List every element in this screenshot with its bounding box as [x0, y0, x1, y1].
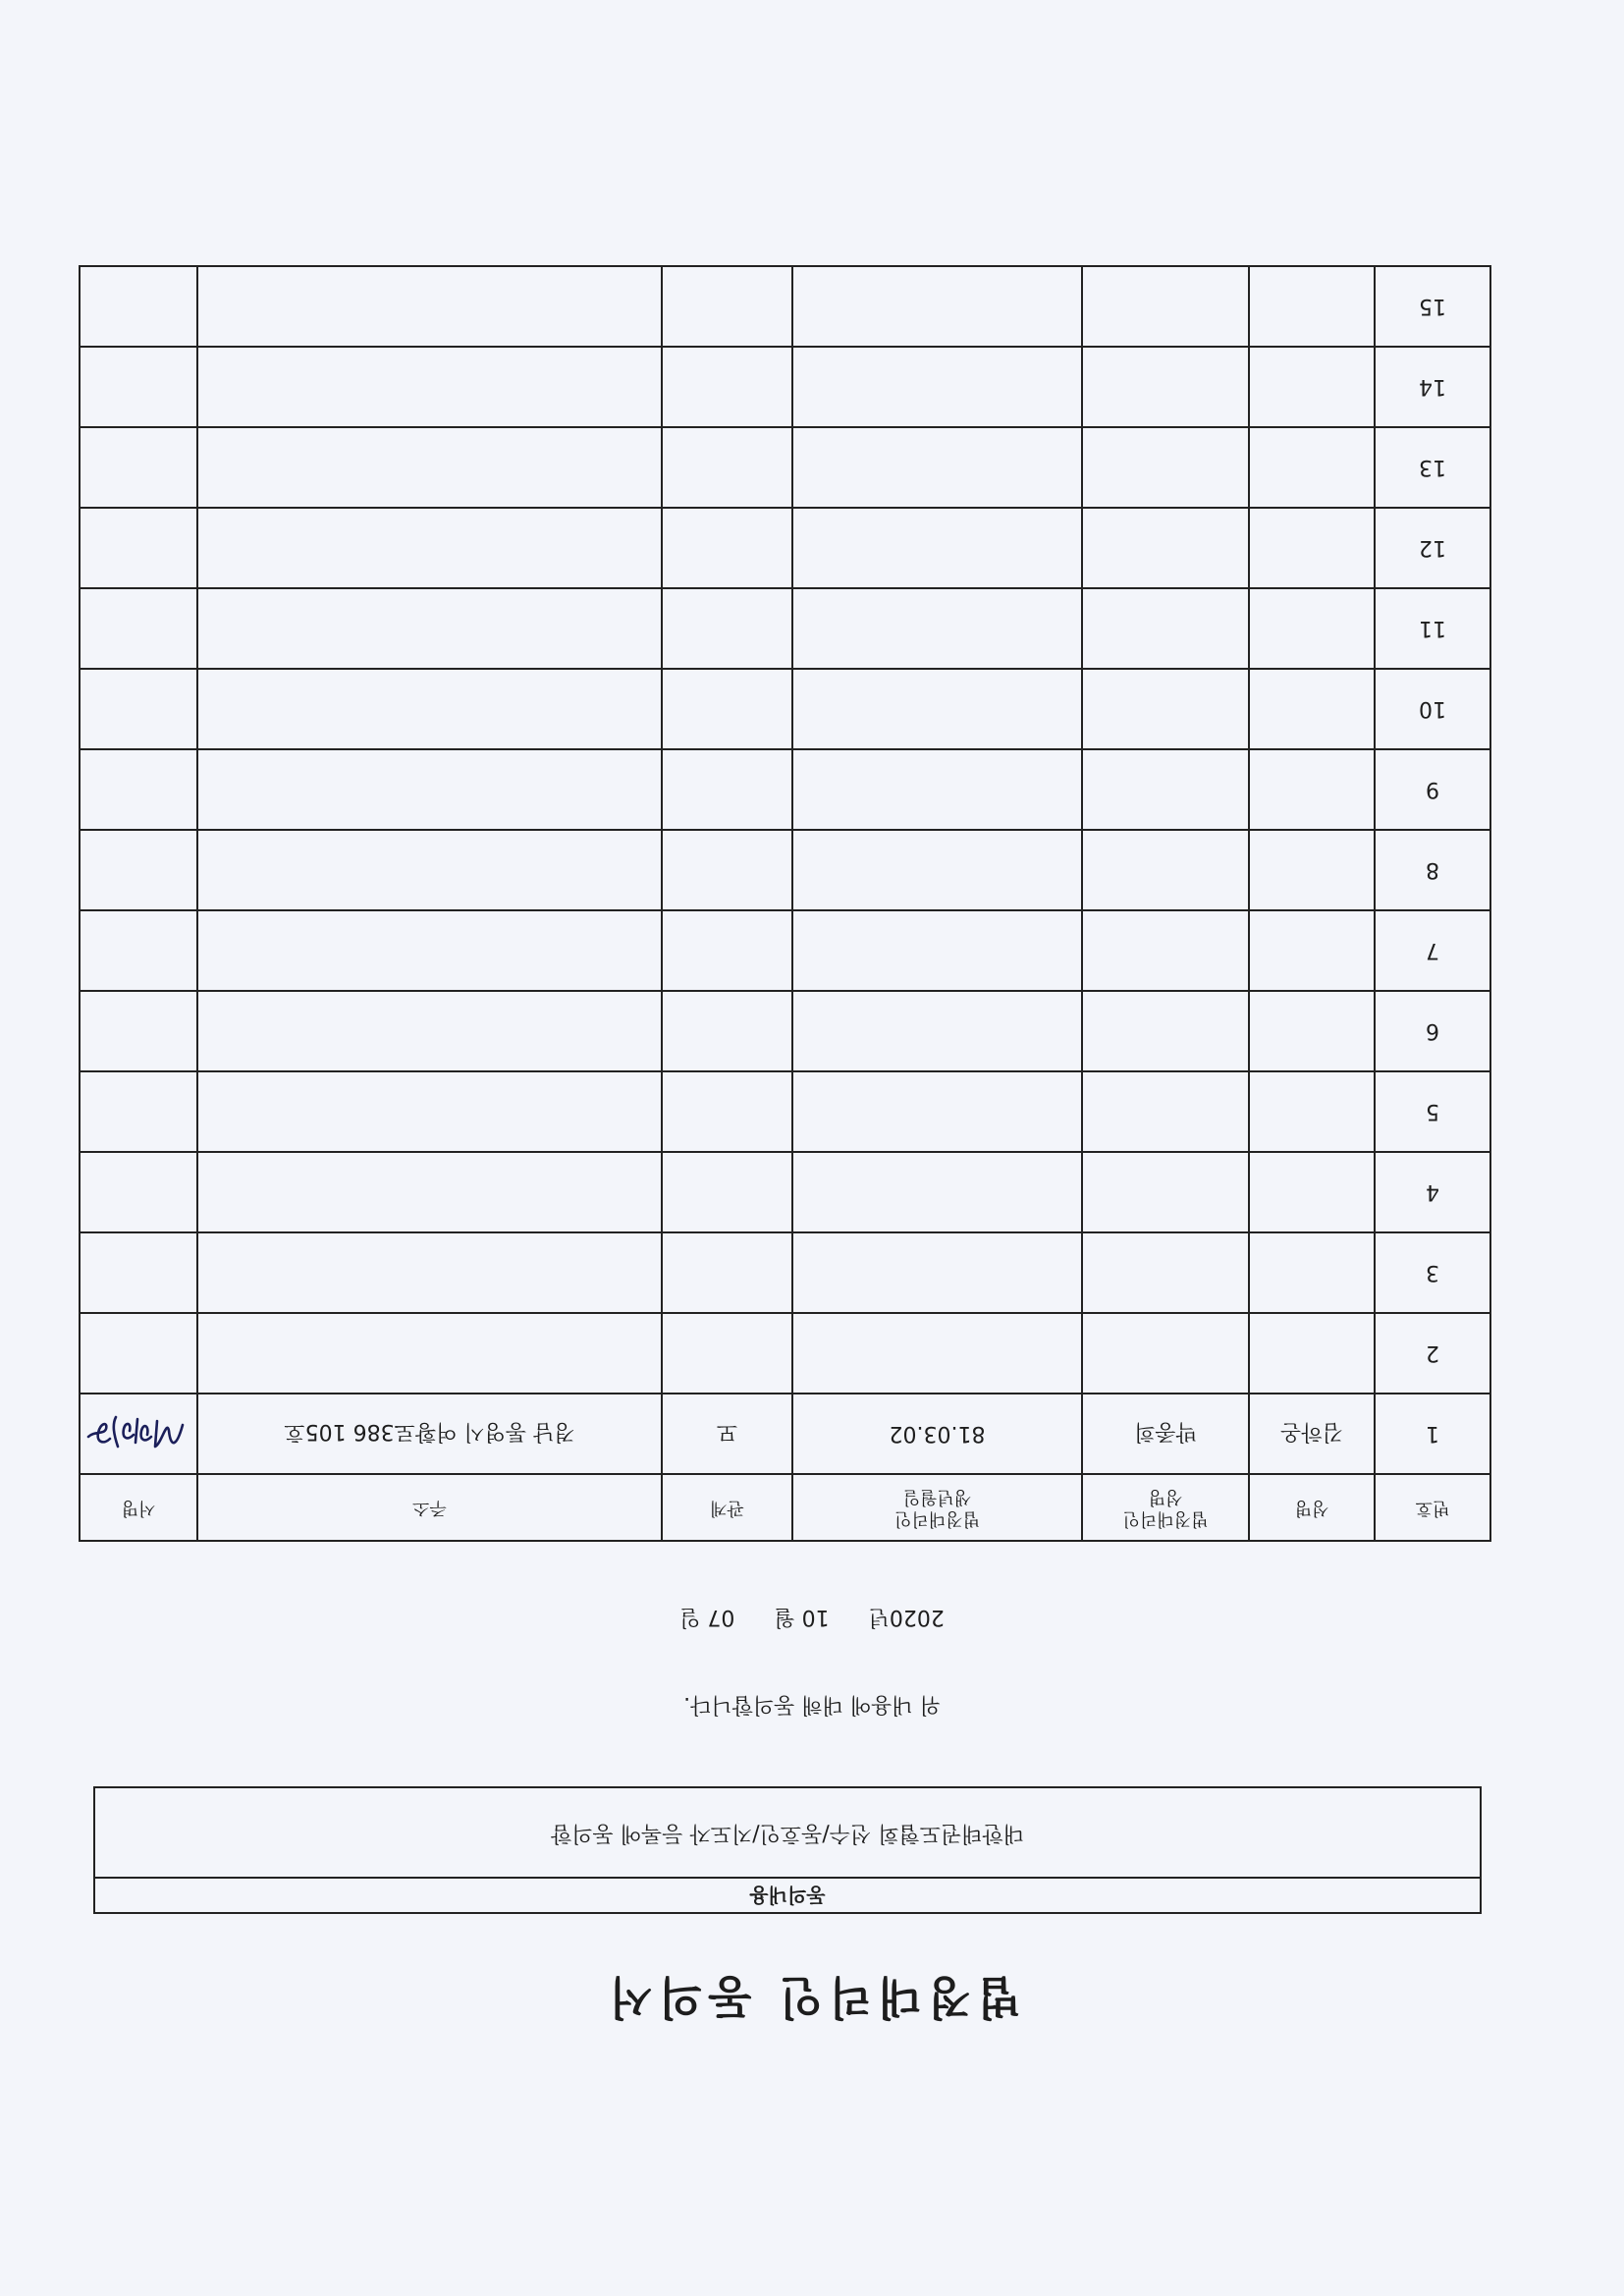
cell-guardian-dob: 81.03.02: [792, 1394, 1082, 1474]
cell-address: [197, 669, 662, 749]
cell-guardian-dob: [792, 991, 1082, 1071]
cell-address: [197, 910, 662, 991]
table-row: [80, 830, 1490, 910]
handwritten-signature: [81, 1409, 190, 1464]
cell-guardian-dob: [792, 508, 1082, 588]
consent-body: 대한태권도협회 선수/동호인/지도자 등록에 동의함: [550, 1821, 1025, 1845]
cell-no: 1: [1375, 1394, 1490, 1474]
cell-no: 13: [1375, 427, 1490, 508]
cell-guardian-dob: [792, 1313, 1082, 1394]
cell-guardian-name: [1082, 669, 1249, 749]
cell-guardian-name: [1082, 991, 1249, 1071]
cell-address: [197, 749, 662, 830]
cell-guardian-name: [1082, 830, 1249, 910]
cell-sign: [80, 1152, 197, 1232]
cell-name: [1249, 1313, 1375, 1394]
cell-name: 김하온: [1249, 1394, 1375, 1474]
cell-no: 8: [1375, 830, 1490, 910]
cell-name: [1249, 427, 1375, 508]
cell-sign: [80, 1394, 197, 1474]
cell-no: 2: [1375, 1313, 1490, 1394]
table-row: [80, 266, 1490, 347]
cell-address: [197, 1071, 662, 1152]
cell-guardian-dob: [792, 1152, 1082, 1232]
cell-relation: [662, 347, 792, 427]
document-title: 법정대리인 동의서: [603, 1971, 1021, 2024]
cell-no: 5: [1375, 1071, 1490, 1152]
cell-name: [1249, 749, 1375, 830]
cell-address: [197, 1232, 662, 1313]
cell-guardian-name: [1082, 1071, 1249, 1152]
table-row: [80, 1394, 1490, 1474]
cell-guardian-dob: [792, 427, 1082, 508]
table-row: [80, 347, 1490, 427]
header-guardian-dob: 법정대리인 생년월일: [792, 1474, 1082, 1541]
cell-guardian-name: [1082, 588, 1249, 669]
table-row: [80, 1152, 1490, 1232]
cell-sign: [80, 588, 197, 669]
cell-address: [197, 427, 662, 508]
cell-guardian-dob: [792, 1232, 1082, 1313]
table-row: [80, 669, 1490, 749]
cell-guardian-name: [1082, 1313, 1249, 1394]
cell-no: 15: [1375, 266, 1490, 347]
table-row: [80, 427, 1490, 508]
date-line: [0, 1604, 1624, 1634]
cell-guardian-name: [1082, 1152, 1249, 1232]
consent-box: [93, 1786, 1482, 1914]
consent-header: 동의내용: [95, 1877, 1480, 1912]
cell-guardian-name: 박종희: [1082, 1394, 1249, 1474]
header-address: 주소: [197, 1474, 662, 1541]
cell-sign: [80, 910, 197, 991]
cell-address: [197, 991, 662, 1071]
cell-guardian-dob: [792, 749, 1082, 830]
guardian-table: [79, 265, 1491, 1542]
table-row: [80, 1313, 1490, 1394]
cell-no: 10: [1375, 669, 1490, 749]
cell-no: 4: [1375, 1152, 1490, 1232]
cell-guardian-dob: [792, 588, 1082, 669]
date-day: 07 일: [679, 1605, 735, 1629]
cell-guardian-name: [1082, 347, 1249, 427]
cell-relation: [662, 910, 792, 991]
header-sign: 서명: [80, 1474, 197, 1541]
cell-sign: [80, 749, 197, 830]
cell-no: 14: [1375, 347, 1490, 427]
cell-name: [1249, 588, 1375, 669]
cell-guardian-name: [1082, 1232, 1249, 1313]
cell-name: [1249, 1232, 1375, 1313]
cell-sign: [80, 991, 197, 1071]
cell-sign: [80, 830, 197, 910]
cell-relation: [662, 588, 792, 669]
date-year: 2020년: [868, 1605, 945, 1629]
table-row: [80, 991, 1490, 1071]
cell-relation: [662, 991, 792, 1071]
cell-guardian-dob: [792, 347, 1082, 427]
cell-name: [1249, 266, 1375, 347]
cell-guardian-dob: [792, 1071, 1082, 1152]
cell-name: [1249, 347, 1375, 427]
cell-no: 11: [1375, 588, 1490, 669]
cell-name: [1249, 1071, 1375, 1152]
cell-address: [197, 588, 662, 669]
cell-sign: [80, 266, 197, 347]
cell-guardian-name: [1082, 266, 1249, 347]
date-month: 10 월: [774, 1605, 830, 1629]
cell-address: [197, 1152, 662, 1232]
cell-address: [197, 347, 662, 427]
cell-no: 6: [1375, 991, 1490, 1071]
cell-relation: [662, 1313, 792, 1394]
header-name: 성명: [1249, 1474, 1375, 1541]
cell-sign: [80, 427, 197, 508]
cell-guardian-dob: [792, 830, 1082, 910]
table-row: [80, 749, 1490, 830]
cell-guardian-dob: [792, 910, 1082, 991]
cell-no: 3: [1375, 1232, 1490, 1313]
cell-guardian-name: [1082, 508, 1249, 588]
cell-name: [1249, 508, 1375, 588]
cell-relation: [662, 1152, 792, 1232]
cell-relation: [662, 508, 792, 588]
header-guardian-name: 법정대리인 성명: [1082, 1474, 1249, 1541]
cell-relation: [662, 1232, 792, 1313]
cell-sign: [80, 669, 197, 749]
cell-no: 9: [1375, 749, 1490, 830]
cell-guardian-name: [1082, 427, 1249, 508]
cell-no: 7: [1375, 910, 1490, 991]
cell-name: [1249, 830, 1375, 910]
cell-relation: [662, 830, 792, 910]
cell-name: [1249, 669, 1375, 749]
cell-name: [1249, 991, 1375, 1071]
cell-guardian-name: [1082, 910, 1249, 991]
cell-relation: [662, 1071, 792, 1152]
cell-address: [197, 1313, 662, 1394]
cell-name: [1249, 1152, 1375, 1232]
table-header-row: [80, 1474, 1490, 1541]
cell-guardian-name: [1082, 749, 1249, 830]
header-no: 번호: [1375, 1474, 1490, 1541]
cell-sign: [80, 347, 197, 427]
table-row: [80, 508, 1490, 588]
cell-relation: [662, 266, 792, 347]
cell-relation: [662, 749, 792, 830]
table-row: [80, 588, 1490, 669]
cell-relation: [662, 669, 792, 749]
table-row: [80, 1232, 1490, 1313]
cell-relation: 모: [662, 1394, 792, 1474]
cell-sign: [80, 1232, 197, 1313]
cell-sign: [80, 508, 197, 588]
cell-sign: [80, 1313, 197, 1394]
agreement-text: 위 내용에 대해 동의합니다.: [683, 1692, 941, 1717]
cell-address: [197, 508, 662, 588]
cell-sign: [80, 1071, 197, 1152]
cell-no: 12: [1375, 508, 1490, 588]
header-relation: 관계: [662, 1474, 792, 1541]
cell-guardian-dob: [792, 669, 1082, 749]
table-row: [80, 1071, 1490, 1152]
cell-guardian-dob: [792, 266, 1082, 347]
cell-address: [197, 830, 662, 910]
table-row: [80, 910, 1490, 991]
cell-name: [1249, 910, 1375, 991]
cell-address: 경남 통영시 여황로386 105호: [197, 1394, 662, 1474]
cell-address: [197, 266, 662, 347]
cell-relation: [662, 427, 792, 508]
